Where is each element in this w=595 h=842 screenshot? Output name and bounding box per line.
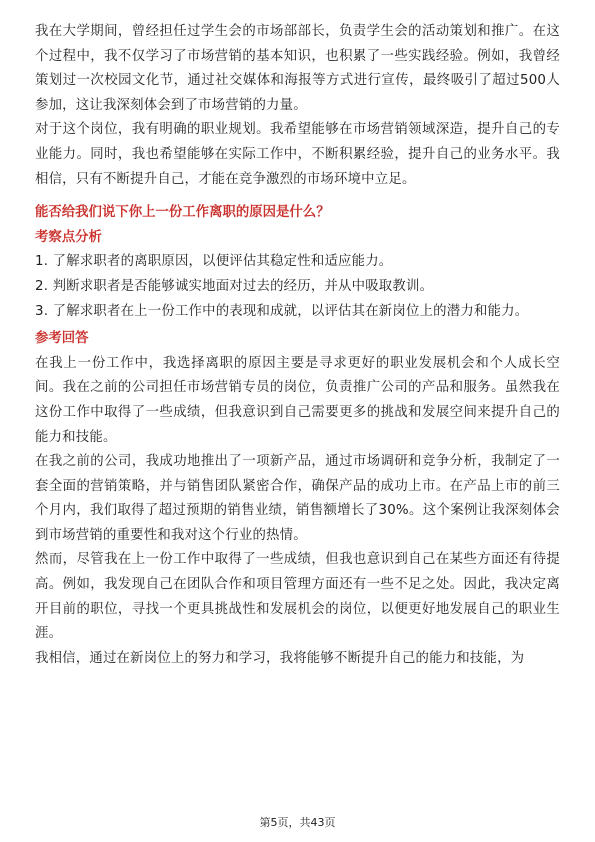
analysis-item: 3. 了解求职者在上一份工作中的表现和成就，以评估其在新岗位上的潜力和能力。 — [35, 303, 529, 319]
intro-paragraph: 对于这个岗位，我有明确的职业规划。我希望能够在市场营销领域深造，提升自己的专业能力。同时，我也希望能够在实际工作中，不断积累经验，提升自己的业务水平。我相信，只有不断提升自己，才能在竞争激烈的市场环境中立足。 — [35, 122, 560, 187]
analysis-heading: 考察点分析 — [35, 229, 102, 245]
answer-paragraph: 在我之前的公司，我成功地推出了一项新产品，通过市场调研和竞争分析，我制定了一套全面的营销策略，并与销售团队紧密合作，确保产品的成功上市。在产品上市的前三个月内，我们取得了超过预期的销售业绩，销售额增长了30%。这个案例让我深刻体会到市场营销的重要性和我对这个行业的热情。 — [35, 454, 560, 543]
analysis-item: 1. 了解求职者的离职原因，以便评估其稳定性和适应能力。 — [35, 254, 393, 270]
intro-paragraph: 我在大学期间，曾经担任过学生会的市场部部长，负责学生会的活动策划和推广。在这个过程中，我不仅学习了市场营销的基本知识，也积累了一些实践经验。例如，我曾经策划过一次校园文化节，通过社交媒体和海报等方式进行宣传，最终吸引了超过500人参加，这让我深刻体会到了市场营销的力量。 — [35, 24, 560, 113]
answer-heading: 参考回答 — [35, 331, 89, 347]
document-page — [35, 20, 560, 671]
answer-paragraph: 然而，尽管我在上一份工作中取得了一些成绩，但我也意识到自己在某些方面还有待提高。例如，我发现自己在团队合作和项目管理方面还有一些不足之处。因此，我决定离开目前的职位，寻找一个更具挑战性和发展机会的岗位，以便更好地发展自己的职业生涯。 — [35, 552, 560, 642]
analysis-item: 2. 判断求职者是否能够诚实地面对过去的经历，并从中吸取教训。 — [35, 278, 434, 294]
page-number: 第5页，共43页 — [259, 816, 336, 829]
answer-paragraph: 在我上一份工作中，我选择离职的原因主要是寻求更好的职业发展机会和个人成长空间。我在之前的公司担任市场营销专员的岗位，负责推广公司的产品和服务。虽然我在这份工作中取得了一些成绩，但我意识到自己需要更多的挑战和发展空间来提升自己的能力和技能。 — [35, 355, 560, 445]
answer-paragraph: 我相信，通过在新岗位上的努力和学习，我将能够不断提升自己的能力和技能，为 — [35, 650, 525, 666]
interview-question: 能否给我们说下你上一份工作离职的原因是什么？ — [35, 205, 330, 221]
